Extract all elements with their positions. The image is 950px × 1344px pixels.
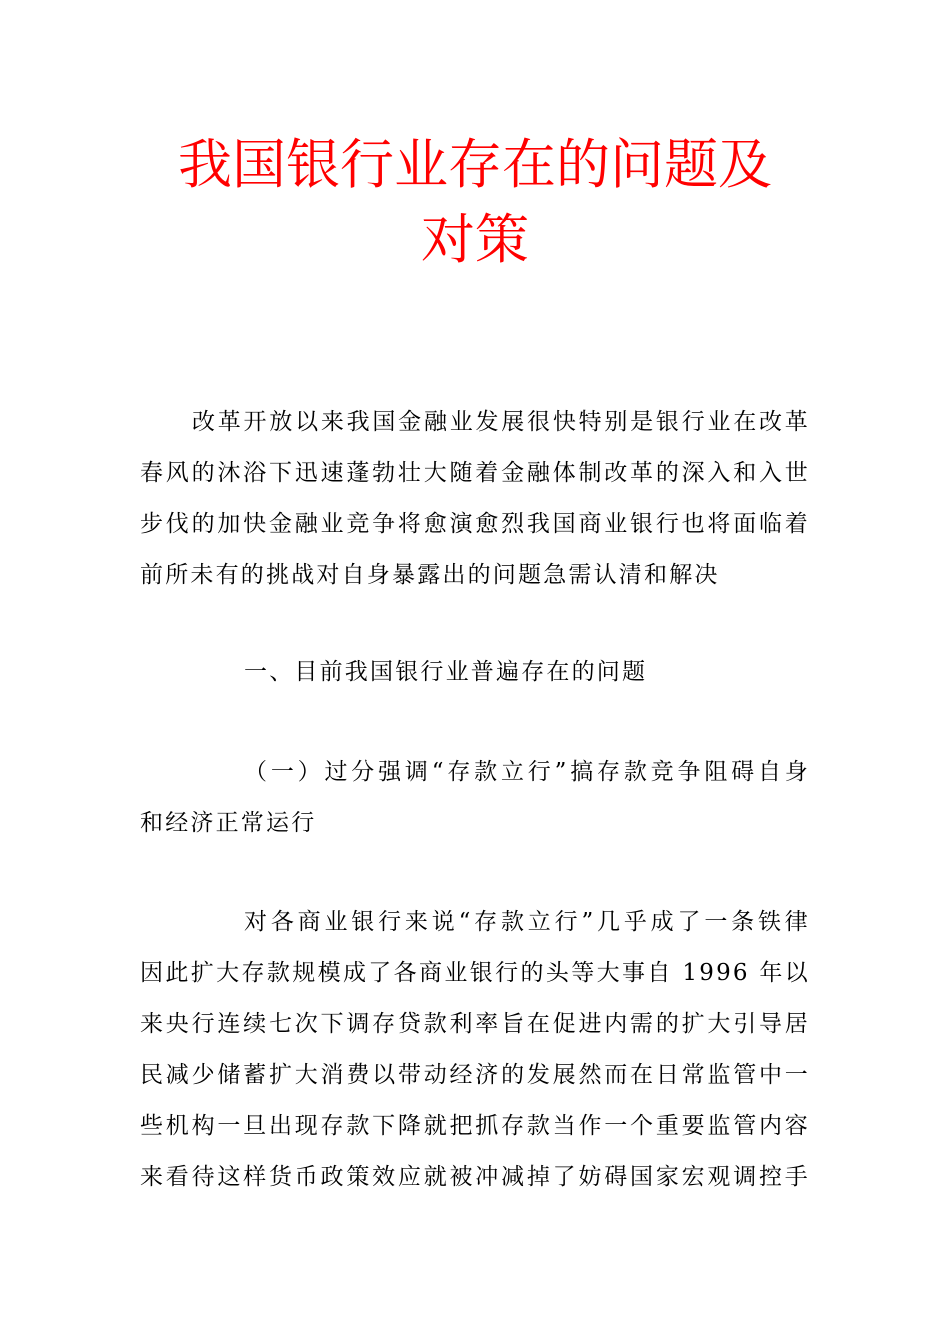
body-line-5: 些机构一旦出现存款下降就把抓存款当作一个重要监管内容: [140, 1113, 810, 1139]
intro-line-2: 春风的沐浴下迅速蓬勃壮大随着金融体制改革的深入和入世: [140, 460, 810, 486]
body-line-1: 对各商业银行来说“存款立行”几乎成了一条铁律: [244, 909, 810, 935]
body-line-2: 因此扩大存款规模成了各商业银行的头等大事自 1996 年以: [140, 960, 810, 986]
body-line-6: 来看待这样货币政策效应就被冲减掉了妨碍国家宏观调控手: [140, 1164, 810, 1190]
intro-line-3: 步伐的加快金融业竞争将愈演愈烈我国商业银行也将面临着: [140, 511, 810, 537]
intro-line-4: 前所未有的挑战对自身暴露出的问题急需认清和解决: [140, 562, 720, 588]
body-line-4: 民减少储蓄扩大消费以带动经济的发展然而在日常监管中一: [140, 1062, 810, 1088]
document-title-line-1: 我国银行业存在的问题及: [178, 133, 772, 196]
intro-line-1: 改革开放以来我国金融业发展很快特别是银行业在改革: [192, 409, 810, 435]
body-line-3: 来央行连续七次下调存贷款利率旨在促进内需的扩大引导居: [140, 1011, 810, 1037]
subsection-heading-1-line-2: 和经济正常运行: [140, 810, 317, 836]
subsection-heading-1-line-1: （一）过分强调“存款立行”搞存款竞争阻碍自身: [244, 759, 810, 785]
section-heading-1: 一、目前我国银行业普遍存在的问题: [244, 659, 648, 685]
document-title-line-2: 对策: [421, 208, 529, 271]
